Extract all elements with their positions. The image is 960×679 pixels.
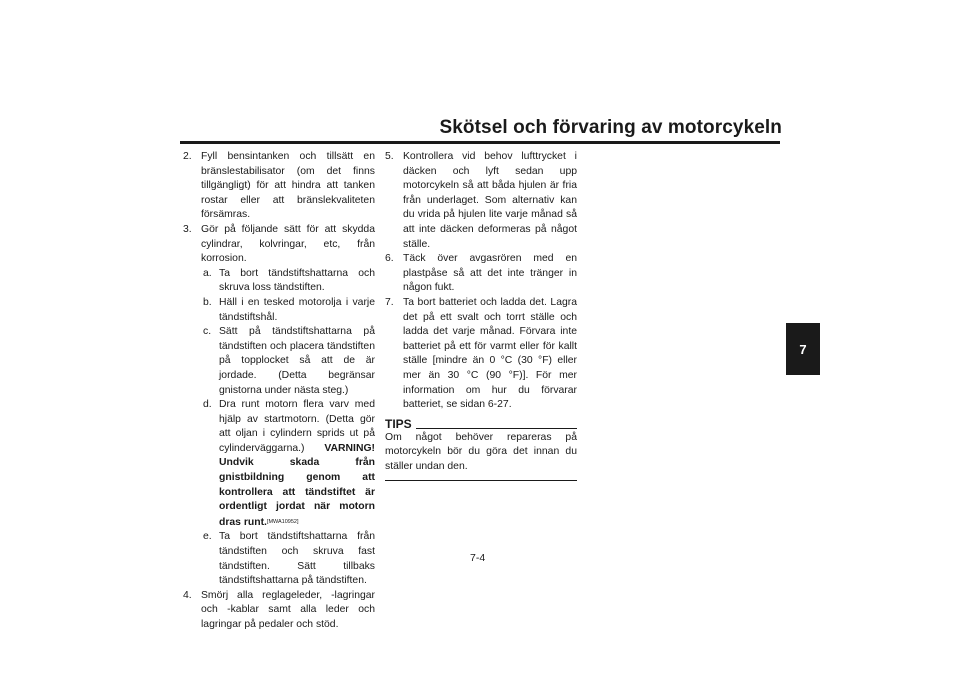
item-text: Fyll bensintanken och tillsätt en bränslestabilisator (om det finns tillgängligt) för att hindra att tanken rostar eller att bränslekvaliteten försämras. [201,151,375,221]
item-text: Ta bort batteriet och ladda det. Lagra det på ett svalt och torrt ställe och ladda det varje månad. Förvara inte batteriet på ett för varmt eller för kallt ställe [mindre än 0 °C (30 °F) eller mer än 30 °C (90 °F)]. För mer information om hur du förvarar batteriet, se sidan 6-27. [403,296,577,411]
list-item-5 [385,150,577,252]
item-text: Smörj alla reglageleder, -lagringar och -kablar samt alla leder och lagringar på pedaler och stöd. [201,589,375,631]
sub-item-text: Häll i en tesked motorolja i varje tändstiftshål. [219,296,375,323]
item-number: 7. [385,296,394,308]
sub-item-a [183,267,375,296]
tips-heading [385,417,577,431]
list-item-7 [385,296,577,413]
sub-item-d [183,398,375,530]
item-text: Täck över avgasrören med en plastpåse så att det inte tränger in någon fukt. [403,253,577,294]
tips-text: Om något behöver repareras på motorcykeln bör du göra det innan du ställer undan den. [385,431,577,472]
item-number: 6. [385,253,394,265]
page-title: Skötsel och förvaring av motorcykeln [439,117,782,138]
right-column [385,150,577,481]
item-number: 4. [183,589,192,601]
tips-label: TIPS [385,416,412,431]
sub-item-letter: a. [203,267,212,279]
header-rule [180,141,780,144]
sub-item-e [183,530,375,588]
page-number: 7-4 [470,552,486,564]
tips-rule [416,428,577,429]
sub-item-text: Dra runt motorn flera varv med hjälp av startmotorn. (Detta gör att oljan i cylindern sprids ut på cylinderväggarna.) [219,399,375,454]
warning-code: [MWA10952] [266,518,299,525]
item-number: 3. [183,223,192,235]
chapter-tab: 7 [786,323,820,375]
left-column [183,150,375,633]
sub-item-letter: b. [203,296,212,308]
item-text: Kontrollera vid behov lufttrycket i däcken och lyft sedan upp motorcykeln så att båda hjulen är fria från underlaget. Som alternativ kan du vrida på hjulen lite varje månad så att inte däcken deformeras på något ställe. [403,151,577,250]
sub-item-letter: d. [203,399,212,411]
sub-item-text: Ta bort tändstiftshattarna från tändstiften och skruva fast tändstiften. Sätt tillbaks tändstiftshattarna på tändstiften. [219,531,375,587]
sub-item-letter: c. [203,326,212,338]
sub-item-text: Sätt på tändstiftshattarna på tändstiften och placera tändstiften på topplocket så att de är jordade. (Detta begränsar gnistorna under nästa steg.) [219,326,375,396]
tips-end-rule [385,480,577,481]
sub-item-letter: e. [203,531,212,543]
sub-item-text: Ta bort tändstiftshattarna och skruva loss tändstiften. [219,267,375,294]
sub-item-c [183,325,375,398]
item-number: 5. [385,151,394,162]
item-text: Gör på följande sätt för att skydda cylindrar, kolvringar, etc, från korrosion. [201,223,375,265]
sub-item-b [183,296,375,325]
warning-text: VARNING! Undvik skada från gnistbildning genom att kontrollera att tändstiftet är ordentligt jordat när motorn dras runt. [219,442,375,528]
list-item-3 [183,223,375,267]
list-item-2 [183,150,375,223]
list-item-4 [183,589,375,633]
item-number: 2. [183,151,192,162]
list-item-6 [385,252,577,296]
